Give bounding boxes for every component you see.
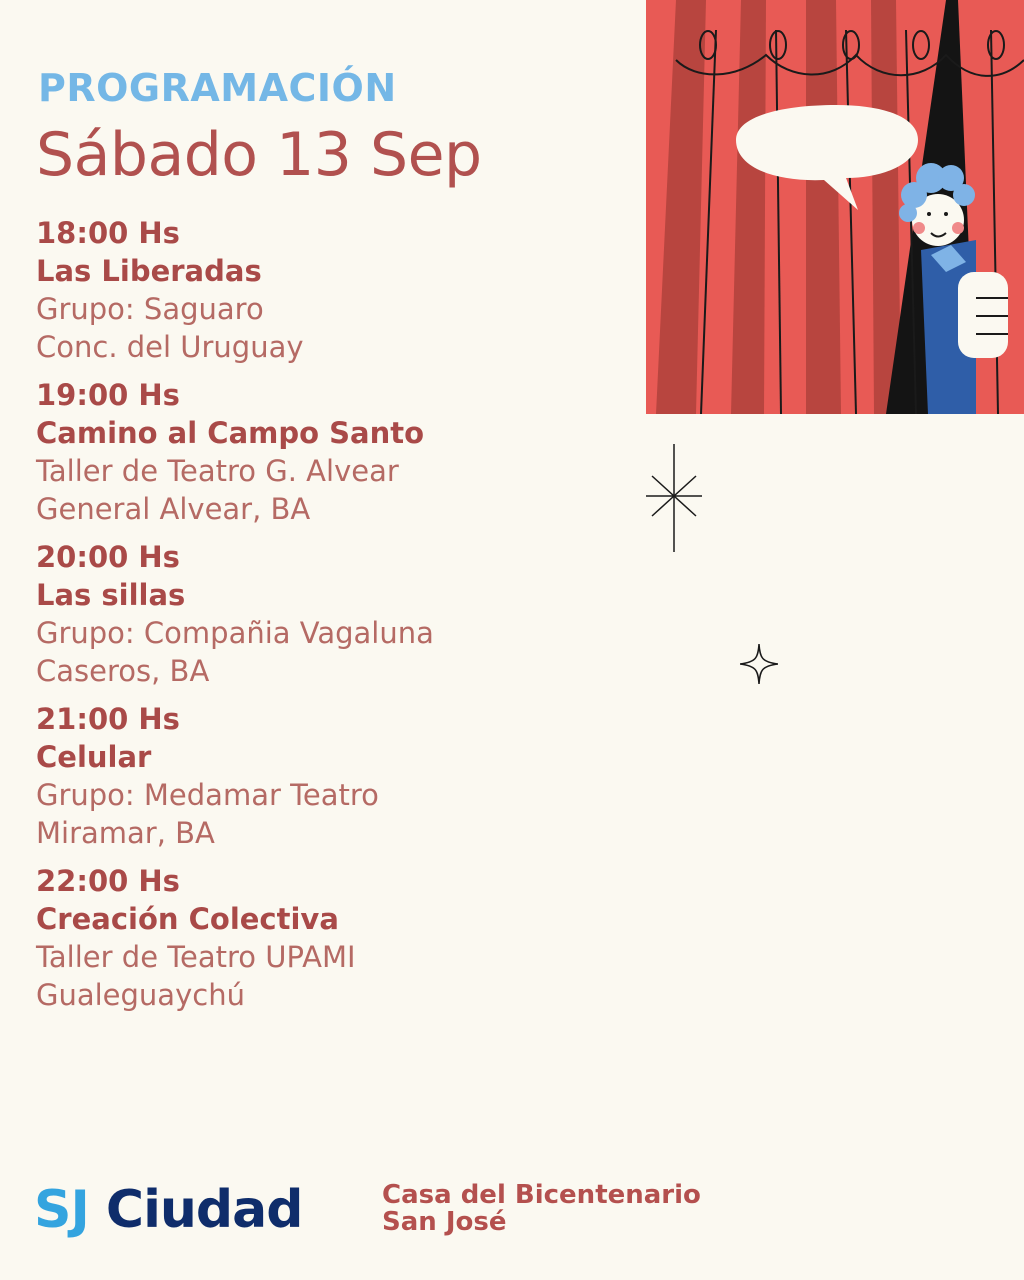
curtain-illustration <box>646 0 1024 414</box>
event-group: Taller de Teatro G. Alvear <box>36 454 399 488</box>
venue-name <box>382 1182 701 1236</box>
venue-line2: San José <box>382 1207 507 1237</box>
page-title: Sábado 13 Sep <box>36 120 482 190</box>
logo-ciudad: Ciudad <box>105 1180 303 1240</box>
event-item <box>36 862 636 1014</box>
event-item <box>36 376 636 528</box>
event-title: Celular <box>36 740 152 774</box>
logo-sj: SJ <box>34 1180 89 1240</box>
event-location: General Alvear, BA <box>36 492 311 526</box>
curtain-icon <box>646 0 1024 414</box>
event-title: Las Liberadas <box>36 254 262 288</box>
event-group: Grupo: Compañia Vagaluna <box>36 616 434 650</box>
sj-ciudad-logo <box>34 1180 302 1240</box>
event-time: 18:00 Hs <box>36 216 180 250</box>
venue-line1: Casa del Bicentenario <box>382 1180 701 1210</box>
event-time: 20:00 Hs <box>36 540 180 574</box>
event-location: Conc. del Uruguay <box>36 330 304 364</box>
event-item <box>36 214 636 366</box>
event-list <box>36 214 636 1024</box>
event-time: 19:00 Hs <box>36 378 180 412</box>
event-group: Grupo: Medamar Teatro <box>36 778 379 812</box>
event-title: Creación Colectiva <box>36 902 339 936</box>
event-time: 21:00 Hs <box>36 702 180 736</box>
event-title: Las sillas <box>36 578 186 612</box>
event-location: Gualeguaychú <box>36 978 245 1012</box>
event-group: Taller de Teatro UPAMI <box>36 940 356 974</box>
event-title: Camino al Campo Santo <box>36 416 425 450</box>
event-item <box>36 700 636 852</box>
event-location: Caseros, BA <box>36 654 210 688</box>
sparkle-icon <box>642 444 706 554</box>
event-time: 22:00 Hs <box>36 864 180 898</box>
event-group: Grupo: Saguaro <box>36 292 264 326</box>
event-item <box>36 538 636 690</box>
event-location: Miramar, BA <box>36 816 215 850</box>
program-heading: PROGRAMACIÓN <box>38 66 397 110</box>
sparkle-small-icon <box>740 644 778 684</box>
